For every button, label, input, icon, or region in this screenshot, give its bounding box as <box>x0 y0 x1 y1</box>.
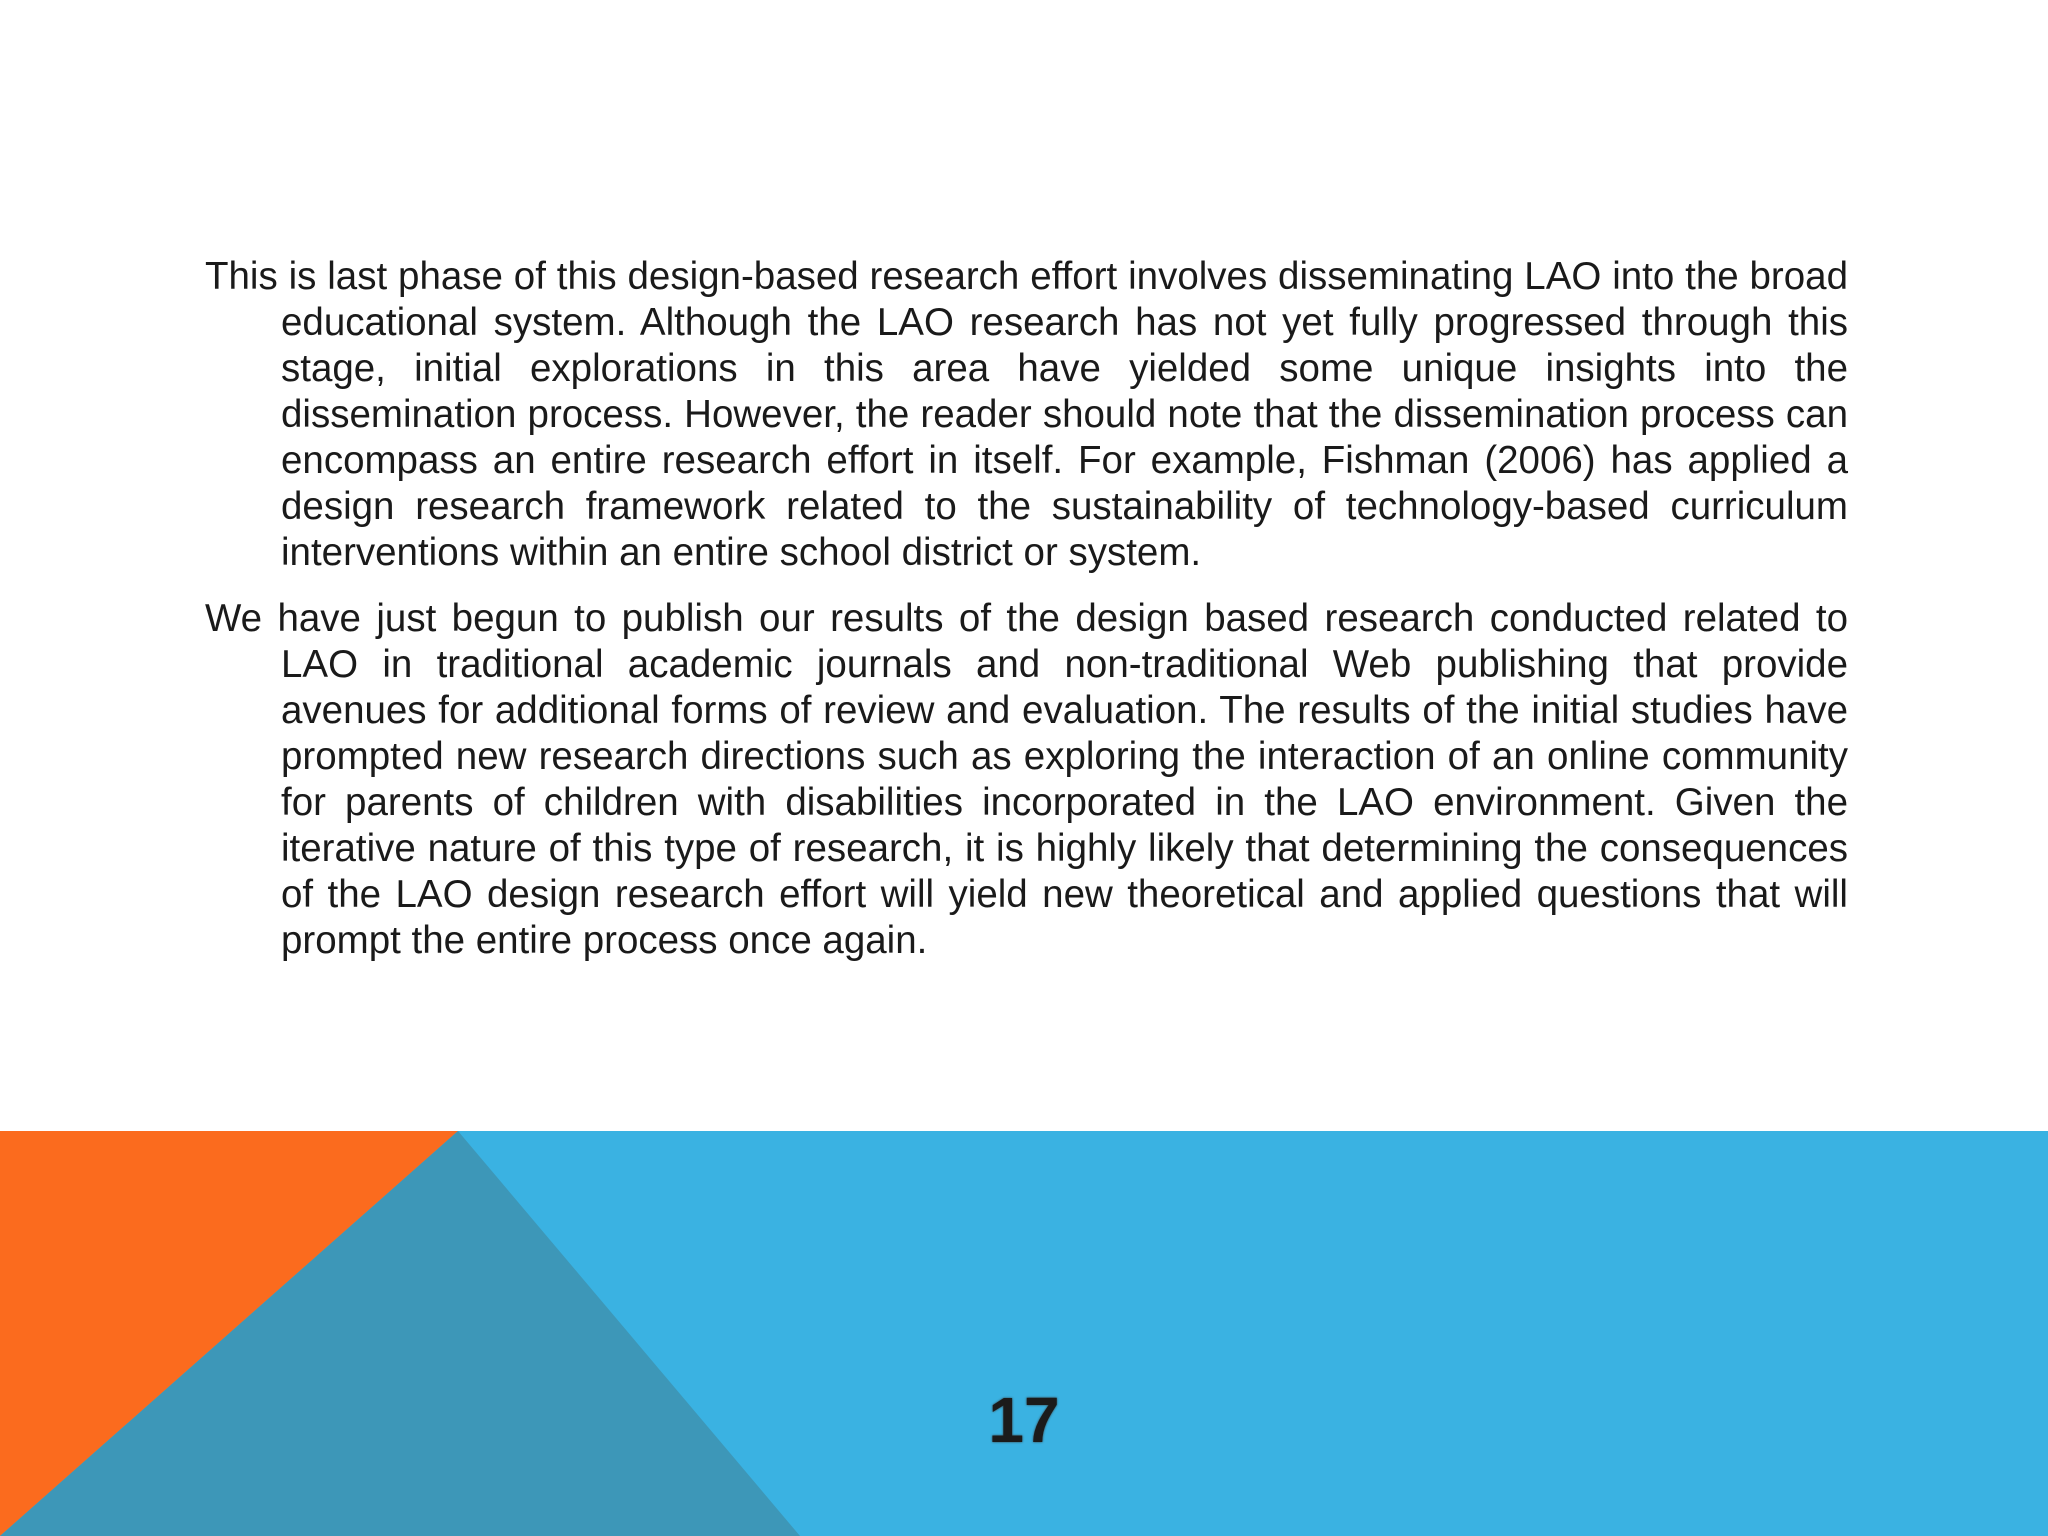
footer-decoration <box>0 1131 2048 1536</box>
paragraph-publishing-results: We have just begun to publish our results of the design based research conducted related to LAO in traditional academic journals and non-traditional Web publishing that provide avenues for additional forms of review and evaluation. The results of the initial studies have prompted new research directions such as exploring the interaction of an online community for parents of children with disabilities incorporated in the LAO environment. Given the iterative nature of this type of research, it is highly likely that determining the consequences of the LAO design research effort will yield new theoretical and applied questions that will prompt the entire process once again. <box>205 597 1848 962</box>
page-number: 17 <box>988 1384 1060 1456</box>
paragraph-dissemination: This is last phase of this design-based research effort involves disseminating LAO into the broad educational system. Although the LAO research has not yet fully progressed through this stage, initial explorations in this area have yielded some unique insights into the dissemination process. However, the reader should note that the dissemination process can encompass an entire research effort in itself. For example, Fishman (2006) has applied a design research framework related to the sustainability of technology-based curriculum interventions within an entire school district or system. <box>205 255 1848 574</box>
footer-shapes <box>0 1131 2048 1536</box>
slide-body <box>205 254 1848 984</box>
